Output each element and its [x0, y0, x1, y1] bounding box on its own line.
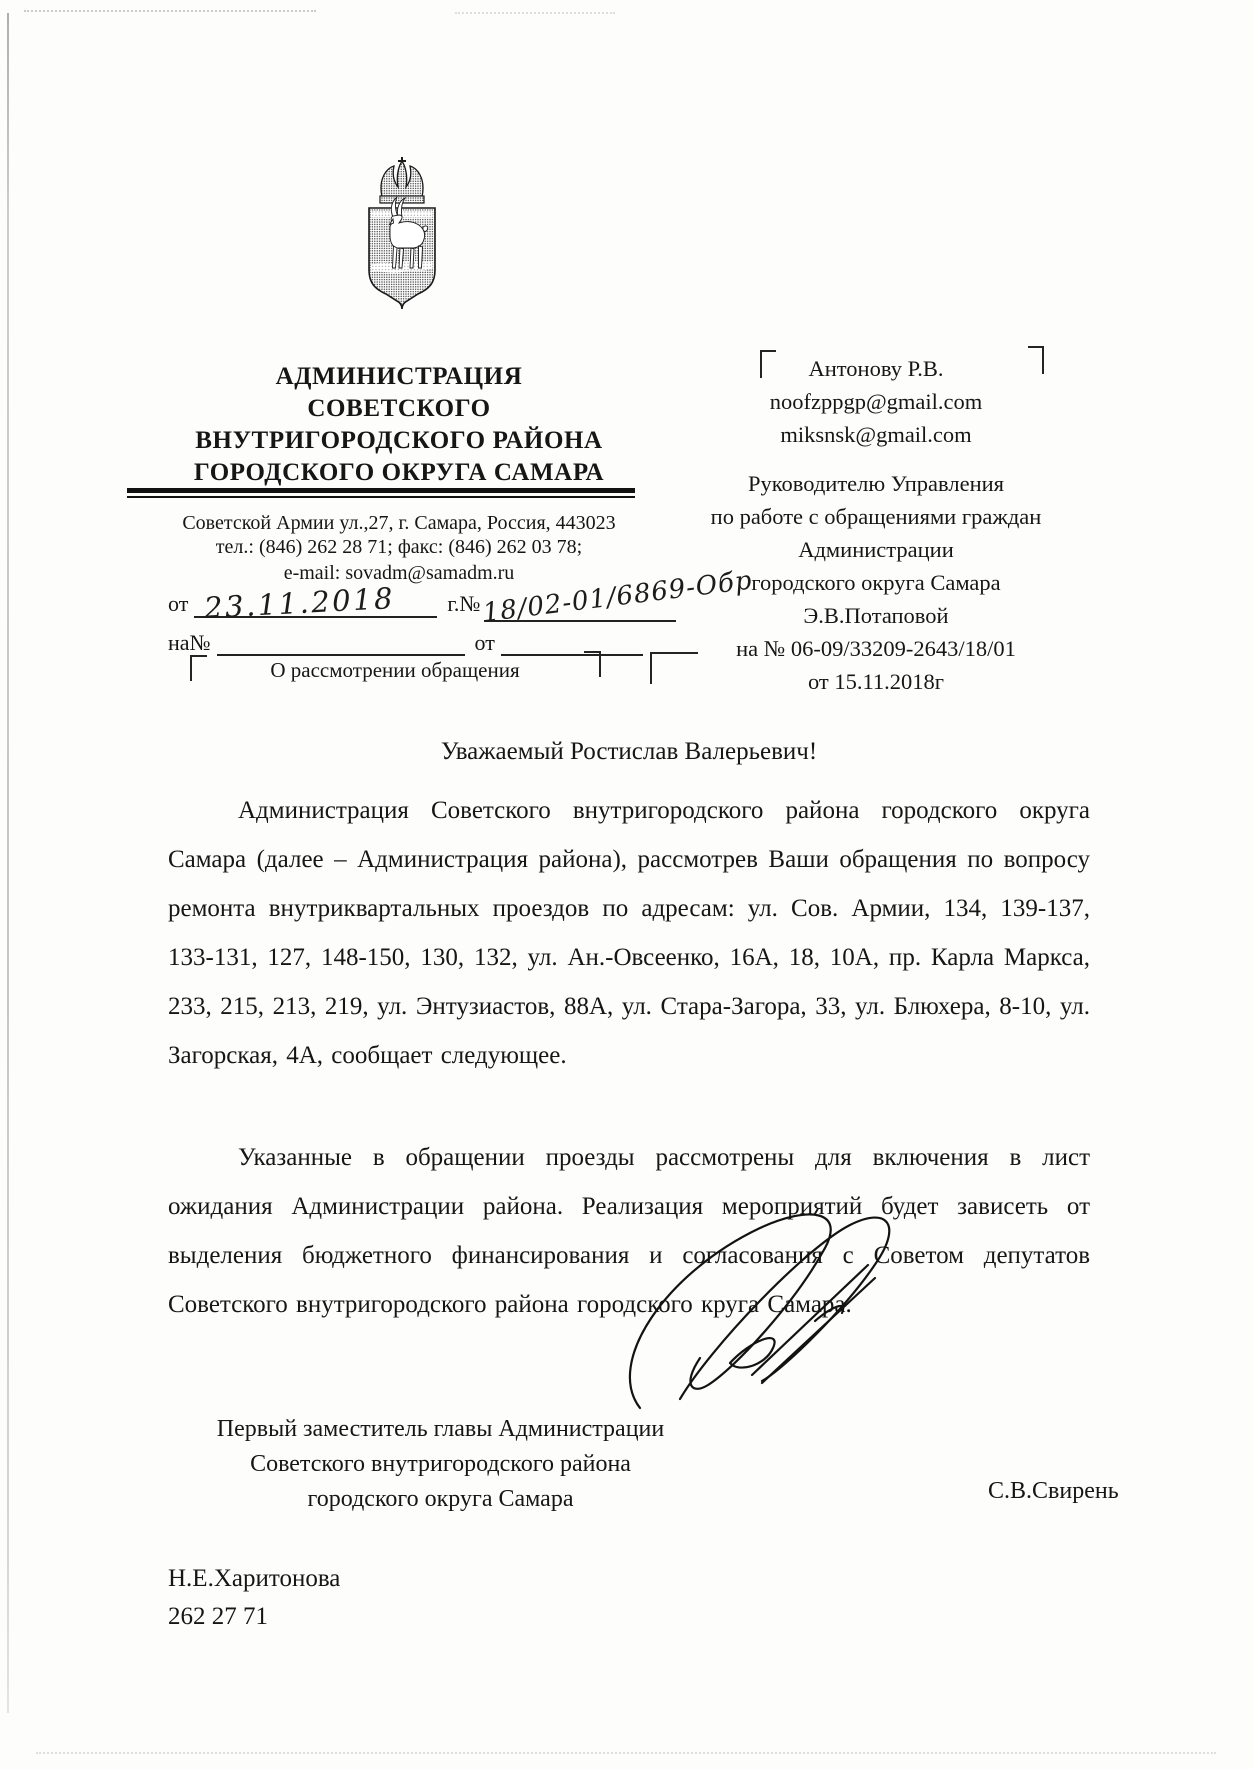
- signer-title-line: городского округа Самара: [307, 1486, 574, 1512]
- signer-title-line: Первый заместитель главы Администрации: [216, 1416, 665, 1442]
- executor-name: Н.Е.Харитонова: [168, 1565, 341, 1592]
- signer-title-line: Советского внутригородского района: [250, 1451, 631, 1477]
- recipient-line: Администрации: [798, 537, 954, 562]
- recipient-line: по работе с обращениями граждан: [710, 504, 1042, 529]
- reference-row: [168, 628, 728, 656]
- org-address-line: Советской Армии ул.,27, г. Самара, Россия, 443023: [182, 512, 616, 534]
- scan-artifact-bottom-line: [36, 1752, 1216, 1754]
- org-name-line: ВНУТРИГОРОДСКОГО РАЙОНА: [195, 427, 603, 454]
- recipient-email: noofzppgp@gmail.com: [769, 389, 983, 414]
- handwritten-number: 18/02-01/6869-Обр: [481, 565, 755, 629]
- handwritten-date: 23.11.2018: [203, 581, 397, 625]
- letter-subject: О рассмотрении обращения: [270, 658, 520, 682]
- org-email-line: e-mail: sovadm@samadm.ru: [283, 562, 515, 584]
- recipient-gap: [650, 451, 1102, 467]
- number-field: [481, 565, 755, 629]
- recipient-line: Э.В.Потаповой: [803, 603, 949, 628]
- executor-block: [168, 1560, 340, 1636]
- coat-of-arms-svg: [352, 156, 452, 312]
- number-label: г.№: [447, 591, 481, 616]
- recipient-ref-date: от 15.11.2018г: [807, 669, 945, 694]
- body-paragraph-2: Указанные в обращении проезды рассмотрены для включения в лист ожидания Администрации района. Реализация мероприятий будет зависеть от выделения бюджетного финансирования и согласования с Советом депутатов Советского внутригородского района городского круга Самара.: [168, 1144, 1090, 1318]
- ref-number-field: [217, 628, 465, 656]
- salutation: Уважаемый Ростислав Валерьевич!: [440, 738, 818, 765]
- ref-date-field: [501, 628, 643, 656]
- scan-artifact-top-line: [24, 10, 316, 12]
- signer-name: С.В.Свирень: [988, 1478, 1119, 1504]
- date-label: от: [168, 591, 189, 616]
- recipient-name: Антонову Р.В.: [808, 356, 944, 381]
- ref-date-label: от: [474, 630, 495, 655]
- recipient-line: Руководителю Управления: [747, 471, 1005, 496]
- org-name-line: СОВЕТСКОГО: [307, 395, 491, 422]
- scan-artifact-left-line: [7, 13, 9, 1713]
- letterhead-divider: [127, 488, 635, 498]
- org-address-block: [118, 511, 680, 585]
- recipient-ref-number: на № 06-09/33209-2643/18/01: [736, 636, 1016, 661]
- date-field: [194, 581, 437, 625]
- handwritten-signature: [610, 1203, 962, 1421]
- body-paragraph-1: Администрация Советского внутригородского района городского округа Самара (далее – Администрация района), рассмотрев Ваши обращения по вопросу ремонта внутриквартальных проездов по адресам: ул. Сов. Армии, 134, 139-137, 133-131, 127, 148-150, 130, 132, ул. Ан.-Овсеенко, 16А, 18, 10А, пр. Карла Маркса, 233, 215, 213, 219, ул. Энтузиастов, 88А, ул. Стара-Загора, 33, ул. Блюхера, 8-10, ул. Загорская, 4А, сообщает следующее.: [168, 797, 1090, 1069]
- signer-title-block: [168, 1412, 713, 1517]
- recipient-line: городского округа Самара: [751, 570, 1001, 595]
- scan-artifact-top-line-2: [455, 12, 615, 14]
- samara-coat-of-arms-icon: [352, 156, 452, 312]
- recipient-block: [650, 352, 1102, 698]
- org-phone-line: тел.: (846) 262 28 71; факс: (846) 262 03 78;: [215, 536, 583, 558]
- org-name-block: [118, 361, 680, 489]
- org-name-line: АДМИНИСТРАЦИЯ: [275, 363, 523, 390]
- executor-phone: 262 27 71: [168, 1603, 268, 1630]
- ref-number-label: на№: [168, 630, 211, 655]
- recipient-email: miksnsk@gmail.com: [780, 422, 972, 447]
- org-name-line: ГОРОДСКОГО ОКРУГА САМАРА: [193, 459, 605, 486]
